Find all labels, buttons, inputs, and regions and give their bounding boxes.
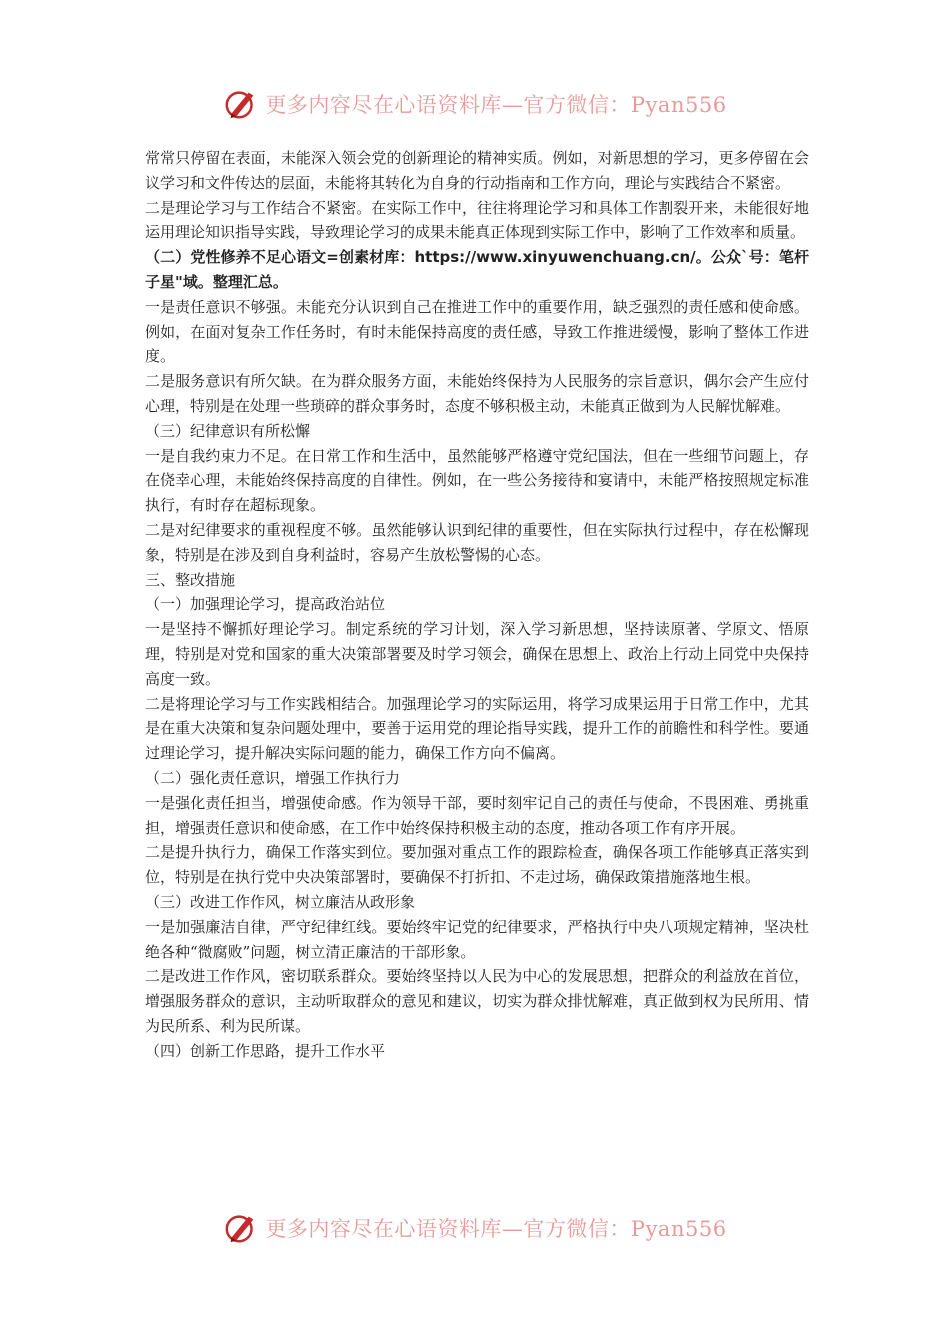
section-heading: （三）改进工作作风，树立廉洁从政形象 [145,892,416,911]
header-banner [0,84,950,124]
paragraph: 一是强化责任担当，增强使命感。作为领导干部，要时刻牢记自己的责任与使命，不畏困难、勇挑重担，增强责任意识和使命感，在工作中始终保持积极主动的态度，推动各项工作有序开展。 [145,793,809,837]
header-banner-text: 更多内容尽在心语资料库—官方微信：Pyan556 [265,93,727,117]
section-heading: 三、整改措施 [145,570,236,589]
section-heading: （二）强化责任意识，增强工作执行力 [145,768,401,787]
paragraph: 一是自我约束力不足。在日常工作和生活中，虽然能够严格遵守党纪国法，但在一些细节问题上，存在侥幸心理，未能始终保持高度的自律性。例如，在一些公务接待和宴请中，未能严格按照规定标准执行，有时存在超标现象。 [145,446,809,515]
pen-circle-logo-icon [223,85,261,123]
paragraph: 二是服务意识有所欠缺。在为群众服务方面，未能始终保持为人民服务的宗旨意识，偶尔会产生应付心理，特别是在处理一些琐碎的群众事务时，态度不够积极主动，未能真正做到为人民解忧解难。 [145,372,809,415]
paragraph: 一是坚持不懈抓好理论学习。制定系统的学习计划，深入学习新思想，坚持读原著、学原文、悟原理，特别是对党和国家的重大决策部署要及时学习领会，确保在思想上、政治上行动上同党中央保持高度一致。 [145,620,809,688]
paragraph: 一是责任意识不够强。未能充分认识到自己在推进工作中的重要作用，缺乏强烈的责任感和使命感。例如，在面对复杂工作任务时，有时未能保持高度的责任感，导致工作推进缓慢，影响了整体工作进度。 [145,297,809,366]
paragraph: 二是对纪律要求的重视程度不够。虽然能够认识到纪律的重要性，但在实际执行过程中，存在松懈现象，特别是在涉及到自身利益时，容易产生放松警惕的心态。 [145,520,809,564]
section-heading: （四）创新工作思路，提升工作水平 [145,1041,386,1060]
paragraph: 常常只停留在表面，未能深入领会党的创新理论的精神实质。例如，对新思想的学习，更多停留在会议学习和文件传达的层面，未能将其转化为自身的行动指南和工作方向，理论与实践结合不紧密。 [145,149,809,192]
pen-circle-logo-icon [223,1209,261,1247]
footer-banner-text: 更多内容尽在心语资料库—官方微信：Pyan556 [265,1217,727,1241]
document-body [145,146,809,1063]
paragraph: 一是加强廉洁自律，严守纪律红线。要始终牢记党的纪律要求，严格执行中央八项规定精神，坚决杜绝各种“微腐败”问题，树立清正廉洁的干部形象。 [145,917,809,961]
paragraph: 二是改进工作作风，密切联系群众。要始终坚持以人民为中心的发展思想，把群众的利益放在首位，增强服务群众的意识，主动听取群众的意见和建议，切实为群众排忧解难，真正做到权为民所用、情为民所系、利为民所谋。 [145,967,809,1035]
paragraph: 二是理论学习与工作结合不紧密。在实际工作中，往往将理论学习和具体工作割裂开来，未能很好地运用理论知识指导实践，导致理论学习的成果未能真正体现到实际工作中，影响了工作效率和质量。 [145,198,809,242]
paragraph: 二是提升执行力，确保工作落实到位。要加强对重点工作的跟踪检查，确保各项工作能够真正落实到位，特别是在执行党中央决策部署时，要确保不打折扣、不走过场，确保政策措施落地生根。 [145,843,809,887]
paragraph: 二是将理论学习与工作实践相结合。加强理论学习的实际运用，将学习成果运用于日常工作中，尤其是在重大决策和复杂问题处理中，要善于运用党的理论指导实践，提升工作的前瞻性和科学性。要通过理论学习，提升解决实际问题的能力，确保工作方向不偏离。 [145,694,809,763]
section-heading: （一）加强理论学习，提高政治站位 [145,595,386,614]
section-heading: （三）纪律意识有所松懈 [145,421,311,440]
section-heading: （二）党性修养不足心语文=创素材库：https://www.xinyuwenchuang.cn/。公众`号：笔杆子星"域。整理汇总。 [145,248,809,291]
footer-banner [0,1208,950,1248]
